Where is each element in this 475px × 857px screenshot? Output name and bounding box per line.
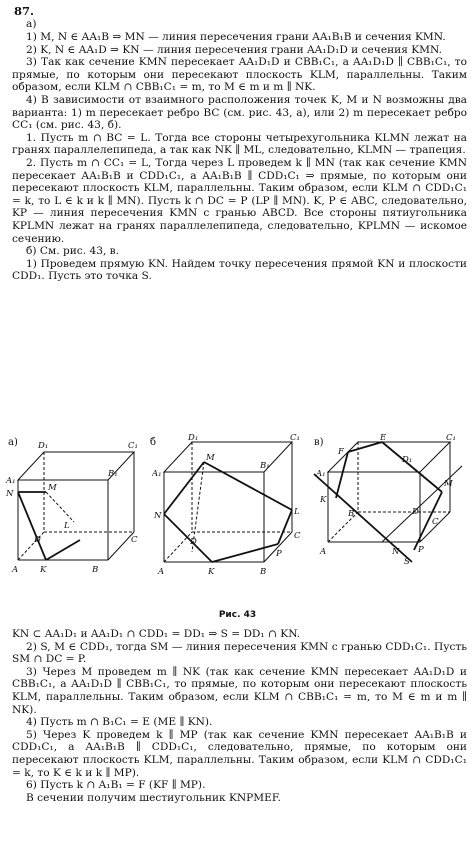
svg-text:A: A [320,547,327,557]
svg-text:A: A [12,565,19,575]
svg-text:C: C [131,535,138,545]
svg-text:D: D [412,507,419,517]
svg-text:B₁: B₁ [260,461,270,471]
svg-text:D: D [190,537,197,547]
svg-text:C₁: C₁ [446,433,456,443]
figure-caption: Рис. 43 [218,610,257,620]
svg-text:A₁: A₁ [316,469,326,479]
figure-c-parallelepiped [312,432,472,602]
step-b1-cont: KN ⊂ AA₁D₁ и AA₁D₁ ∩ CDD₁ = DD₁ ⇒ S = DD₁ ∩ KN. [12,628,301,640]
svg-text:B: B [92,565,99,575]
step-b3: 3) Через M проведем m ∥ NK (так как сечение KMN пересекает AA₁D₁D и CBB₁C₁, а AA₁D₁D ∥ CBB₁C₁, то прямые, по которым они пересекают плоскость KLM, параллельны. Таким образом, если KLM ∩ CBB₁C₁ = m, то M ∈ m и m ∥ NK). [12,665,467,716]
step-a1: 1) M, N ∈ AA₁B ⇒ MN — линия пересечения грани AA₁B₁B и сечения KMN. [26,31,446,43]
panel-label-b: б [150,437,157,448]
svg-text:L: L [294,507,300,517]
svg-text:M: M [444,479,453,489]
part-a-label: а) [26,18,37,30]
svg-text:D: D [34,535,41,545]
svg-text:S: S [404,557,410,567]
svg-text:D₁: D₁ [402,455,413,465]
svg-text:A₁: A₁ [152,469,162,479]
svg-text:D₁: D₁ [38,441,49,451]
svg-text:C: C [294,531,301,541]
svg-text:C₁: C₁ [128,441,138,451]
svg-text:A: A [158,567,165,577]
svg-text:N: N [154,511,162,521]
part-b-text [12,628,467,804]
step-a3: 3) Так как сечение KMN пересекает AA₁D₁D и CBB₁C₁, а AA₁D₁D ∥ CBB₁C₁, то прямые, по которым они пересекают плоскость KLM, параллельны. Таким образом, если KLM ∩ CBB₁C₁ = m, то M ∈ m и m ∥ NK. [12,56,467,94]
panel-label-c: в) [314,437,324,448]
case-1: 1. Пусть m ∩ BC = L. Тогда все стороны четырехугольника KLMN лежат на гранях параллелепипеда, а так как NK ∥ ML, следовательно, KLMN — трапеция. [12,131,467,157]
svg-text:B: B [260,567,267,577]
step-b5: 5) Через K проведем k ∥ MP (так как сечение KMN пересекает AA₁B₁B и CDD₁C₁, а AA₁B₁B ∥ CDD₁C₁, следовательно, прямые, по которым они пересекают плоскость KLM, параллельны. Таким образом, если KLM ∩ CDD₁C₁ = k, то K ∈ k и k ∥ MP). [12,728,467,779]
part-a-text [12,31,467,283]
case-2: 2. Пусть m ∩ CC₁ = L, Тогда через L проведем k ∥ MN (так как сечение KMN пересекает AA₁B₁B и CDD₁C₁, а AA₁B₁B ∥ CDD₁C₁ ⇒ прямые, по которым они пересекают плоскость KLM, параллельны. Таким образом, если KLM ∩ CDD₁C₁ = k, то L ∈ k и k ∥ MN). Пусть k ∩ DC = P (LP ∥ MN). K, P ∈ ABC, следовательно, KP — линия пересечения KMN с гранью ABCD. Все стороны пятиугольника KPLMN лежат на гранях параллелепипеда, следовательно, KPLMN — искомое сечению. [12,156,467,245]
svg-text:P: P [418,545,424,555]
svg-text:L: L [64,521,70,531]
panel-label-a: а) [8,437,18,448]
svg-text:K: K [320,495,327,505]
part-b-ref: б) См. рис. 43, в. [26,245,120,258]
conclusion: В сечении получим шестиугольник KNPMEF. [26,791,281,804]
svg-text:N: N [392,547,400,557]
step-b1: 1) Проведем прямую KN. Найдем точку пересечения прямой KN и плоскости CDD₁. Пусть это точка S. [12,257,467,283]
svg-text:D₁: D₁ [188,433,199,443]
svg-text:K: K [40,565,47,575]
svg-text:A₁: A₁ [6,476,16,486]
svg-text:M: M [206,453,215,463]
step-b6: 6) Пусть k ∩ A₁B₁ = F (KF ∥ MP). [26,779,206,792]
svg-text:E: E [380,433,387,443]
step-a4: 4) В зависимости от взаимного расположения точек K, M и N возможны два варианта: 1) m пересекает ребро BC (см. рис. 43, а), или 2) m пересекает ребро CC₁ (см. рис. 43, б). [12,93,467,132]
problem-number: 87. [14,4,35,18]
svg-text:B₁: B₁ [108,469,118,479]
step-b4: 4) Пусть m ∩ B₁C₁ = E (ME ∥ KN). [26,716,213,729]
figure-b-parallelepiped [152,432,312,602]
figure-a-parallelepiped [4,432,149,602]
svg-text:C₁: C₁ [290,433,300,443]
svg-text:N: N [6,489,14,499]
step-b2: 2) S, M ∈ CDD₁, тогда SM — линия пересечения KMN с гранью CDD₁C₁. Пусть SM ∩ DC = P. [12,640,467,666]
svg-text:C: C [432,517,439,527]
svg-text:F: F [338,447,344,457]
step-a2: 2) K, N ∈ AA₁D ⇒ KN — линия пересечения грани AA₁D₁D и сечения KMN. [26,43,442,56]
svg-text:B: B [348,509,355,519]
svg-text:P: P [276,549,282,559]
svg-text:M: M [48,483,57,493]
svg-text:K: K [208,567,215,577]
